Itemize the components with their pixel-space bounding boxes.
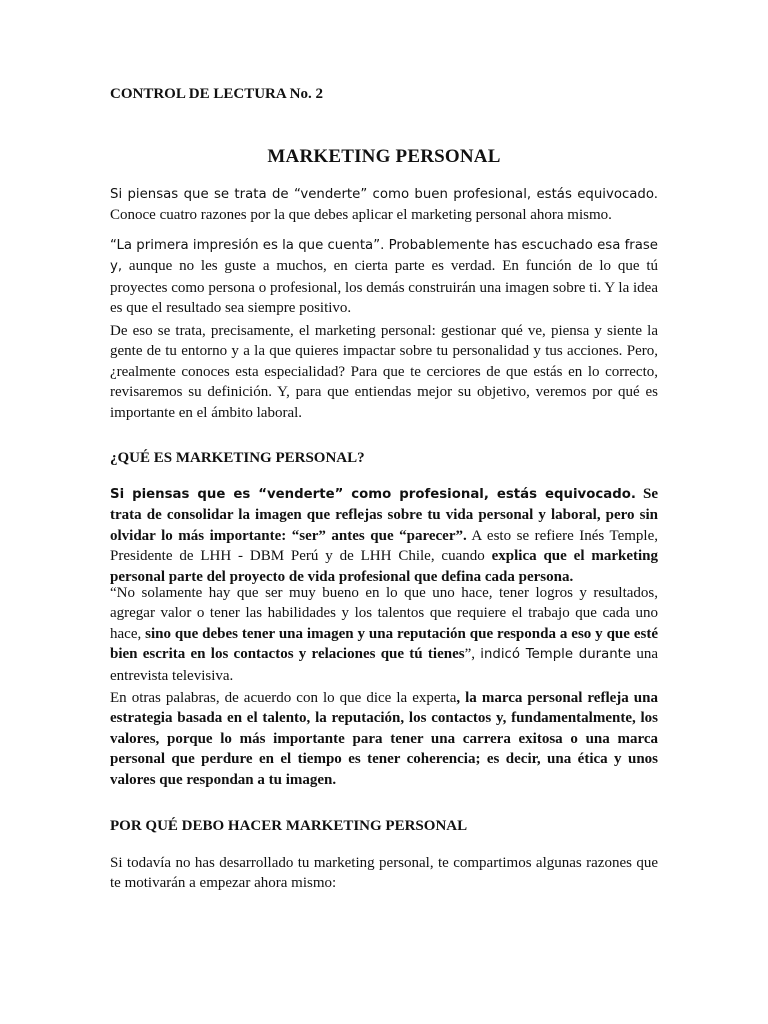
control-label: CONTROL DE LECTURA No. 2 <box>110 86 323 102</box>
paragraph-intro-sans-text: Si piensas que se trata de “venderte” como buen profesional, estás equivocado. <box>110 187 658 202</box>
paragraph-quote <box>110 583 658 686</box>
paragraph-personal-brand-text: En otras palabras, de acuerdo con lo que dice la experta <box>110 690 457 706</box>
paragraph-quote-end: una entrevista televisiva. <box>110 646 659 684</box>
paragraph-reasons: Si todavía no has desarrollado tu marketing personal, te compartimos algunas razones que te motivarán a empezar ahora mismo: <box>110 855 658 892</box>
paragraph-intro-text: Conoce cuatro razones por la que debes aplicar el marketing personal ahora mismo. <box>110 207 612 224</box>
paragraph-quote-bold: sino que debes tener una imagen y una reputación que responda a eso y que esté bien escrita en los contactos y relaciones que tú tienes <box>110 625 658 663</box>
paragraph-quote-attribution: indicó Temple durante <box>480 647 632 663</box>
paragraph-quote-text: “No solamente hay que ser muy bueno en lo que uno hace, tener logros y resultados, agregar valor o tener las habilidades y los talentos que requiere el trabajo que cada uno hace, <box>110 585 658 642</box>
paragraph-definition-bold: Se trata de consolidar la imagen que reflejas sobre tu vida personal y laboral, pero sin olvidar lo más importante: “ser” antes que “parecer”. <box>110 486 659 544</box>
section-heading-what-is: ¿QUÉ ES MARKETING PERSONAL? <box>110 450 365 466</box>
paragraph-first-impression <box>110 235 658 319</box>
paragraph-definition-text: A esto se refiere Inés Temple, Presidente de LHH - DBM Perú y de LHH Chile, cuando <box>110 527 658 565</box>
paragraph-quote-close: ”, <box>464 646 481 663</box>
paragraph-personal-brand-bold: , la marca personal refleja una estrategia basada en el talento, la reputación, los contactos y, fundamentalmente, los valores, porque lo más importante para tener una carrera exitosa o una marca personal que perdure en el tiempo es tener coherencia; es decir, una ética y unos valores que respondan a tu imagen. <box>110 690 658 788</box>
paragraph-personal-brand <box>110 688 658 790</box>
paragraph-first-impression-text: aunque no les guste a muchos, en cierta parte es verdad. En función de lo que tú proyectes como persona o profesional, los demás construirán una imagen sobre ti. Y la idea es que el resultado sea siempre positivo. <box>110 258 658 317</box>
paragraph-definition-sans-bold: Si piensas que es “venderte” como profesional, estás equivocado. <box>110 487 636 502</box>
section-heading-why: POR QUÉ DEBO HACER MARKETING PERSONAL <box>110 818 468 834</box>
paragraph-definition-intro: De eso se trata, precisamente, el marketing personal: gestionar qué ve, piensa y siente la gente de tu entorno y a la que quieres impactar sobre tu personalidad y tus acciones. Pero, ¿realmente conoces esta especialidad? Para que te cerciores de que estás en lo correcto, revisaremos su definición. Y, para que entiendas mejor su objetivo, veremos por qué es importante en el ámbito laboral. <box>110 323 658 421</box>
page-title: MARKETING PERSONAL <box>267 146 501 167</box>
paragraph-first-impression-sans-text: “La primera impresión es la que cuenta”. Probablemente has escuchado esa frase y, <box>110 238 658 275</box>
paragraph-definition <box>110 484 658 587</box>
paragraph-intro <box>110 184 658 226</box>
paragraph-definition-bold-end: explica que el marketing personal parte del proyecto de vida profesional que defina cada persona. <box>110 548 658 585</box>
